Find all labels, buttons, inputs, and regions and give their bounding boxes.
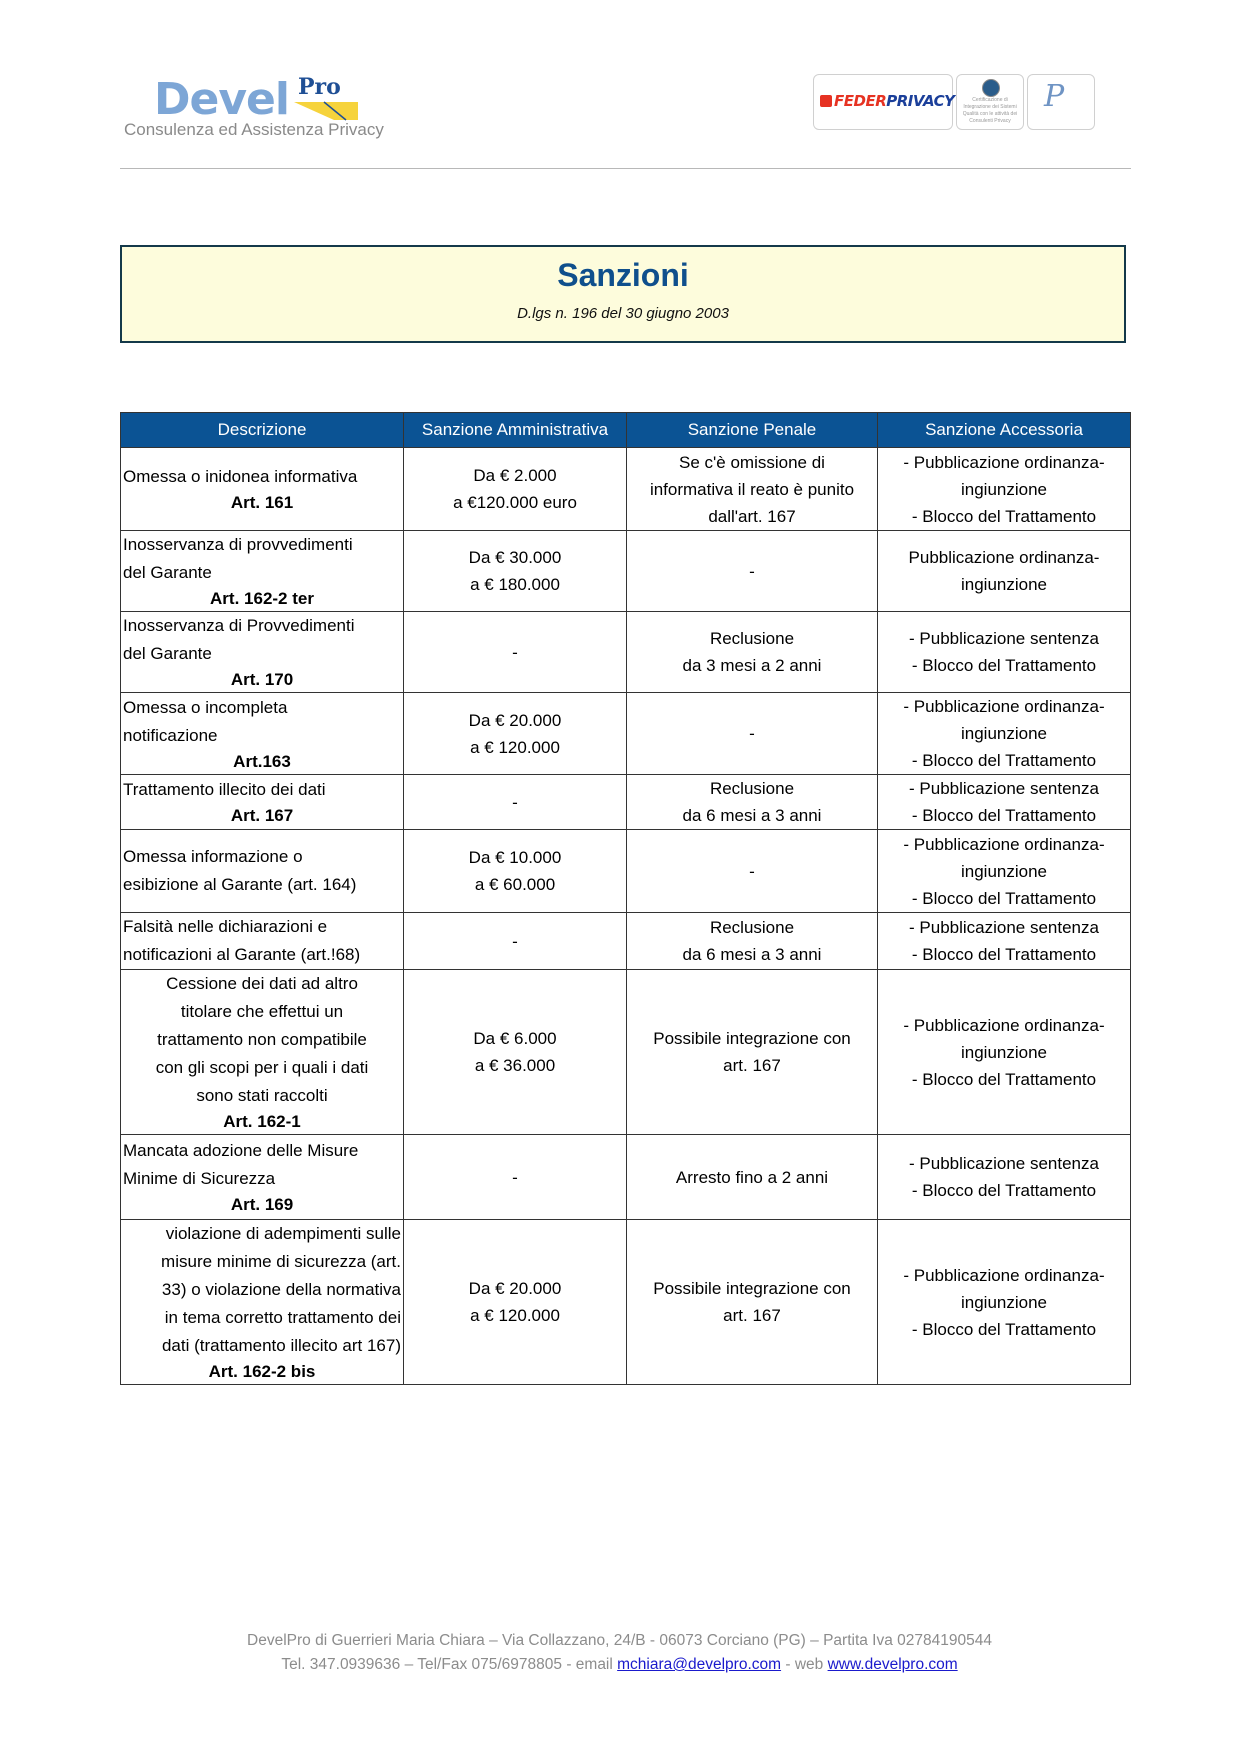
description-line: Inosservanza di provvedimenti	[123, 535, 353, 554]
cell-descrizione	[121, 913, 404, 970]
cell-penale	[627, 775, 878, 830]
cell-accessoria-line: - Blocco del Trattamento	[911, 656, 1097, 675]
description-line: notificazioni al Garante (art.!68)	[123, 945, 361, 964]
cell-accessoria-line: ingiunzione	[960, 575, 1047, 594]
header-divider	[120, 168, 1131, 169]
tuv-badge	[956, 74, 1024, 130]
cell-penale-line: -	[749, 861, 755, 881]
article-reference: Art. 162-2 ter	[210, 589, 314, 608]
article-reference: Art. 167	[230, 806, 294, 825]
cell-accessoria-line: - Pubblicazione sentenza	[909, 629, 1099, 648]
web-link[interactable]: www.develpro.com	[827, 1656, 958, 1673]
cell-accessoria-line: - Pubblicazione sentenza	[909, 1154, 1099, 1173]
cell-penale-line: Reclusione	[709, 629, 795, 648]
cell-accessoria	[878, 1135, 1131, 1220]
cell-penale-line: Possibile integrazione con	[653, 1279, 851, 1298]
cell-accessoria	[878, 448, 1131, 531]
certification-badges	[813, 74, 1093, 130]
cell-accessoria-line: - Blocco del Trattamento	[911, 806, 1097, 825]
cell-amministrativa-line: Da € 6.000	[473, 1029, 557, 1048]
cell-accessoria-line: - Blocco del Trattamento	[911, 945, 1097, 964]
page-subtitle: D.lgs n. 196 del 30 giugno 2003	[517, 305, 729, 322]
cell-penale-line: art. 167	[723, 1056, 781, 1075]
table-row	[121, 531, 1131, 612]
cell-accessoria-line: ingiunzione	[960, 861, 1047, 881]
cell-amministrativa-line: a € 180.000	[470, 575, 560, 594]
cell-penale-line: -	[749, 561, 755, 581]
cell-amministrativa	[404, 913, 627, 970]
cell-amministrativa	[404, 1135, 627, 1220]
cell-accessoria-line: ingiunzione	[960, 1042, 1047, 1062]
footer-address: DevelPro di Guerrieri Maria Chiara – Via Collazzano, 24/B - 06073 Corciano (PG) – Partita Iva 02784190544	[247, 1632, 992, 1649]
cell-amministrativa-line: a € 36.000	[474, 1056, 556, 1075]
sanctions-table	[120, 412, 1131, 1385]
cell-penale	[627, 612, 878, 693]
cell-accessoria-line: - Pubblicazione ordinanza-	[903, 452, 1105, 472]
description-line: con gli scopi per i quali i dati	[155, 1058, 369, 1077]
cell-amministrativa	[404, 531, 627, 612]
cell-penale-line: art. 167	[723, 1306, 781, 1325]
description-line: del Garante	[123, 563, 212, 582]
cell-amministrativa	[404, 612, 627, 693]
cell-accessoria-line: - Blocco del Trattamento	[911, 888, 1097, 908]
cell-amministrativa-line: Da € 20.000	[468, 710, 562, 730]
column-header-amministrativa: Sanzione Amministrativa	[404, 413, 627, 448]
table-row	[121, 775, 1131, 830]
column-header-accessoria: Sanzione Accessoria	[878, 413, 1131, 448]
cell-penale-line: informativa il reato è punito	[649, 479, 855, 499]
description-line: Omessa informazione o	[123, 847, 303, 866]
cell-amministrativa-line: Da € 2.000	[473, 466, 557, 485]
cell-descrizione	[121, 775, 404, 830]
cell-accessoria	[878, 693, 1131, 775]
article-reference: Art. 162-1	[223, 1112, 301, 1131]
cell-accessoria-line: - Pubblicazione ordinanza-	[903, 1265, 1105, 1285]
cell-penale	[627, 913, 878, 970]
cell-accessoria-line: - Pubblicazione ordinanza-	[903, 1015, 1105, 1035]
cell-accessoria	[878, 1220, 1131, 1385]
cell-amministrativa-line: a € 120.000	[470, 737, 560, 757]
cell-penale-line: Se c'è omissione di	[679, 452, 825, 472]
cell-accessoria-line: - Blocco del Trattamento	[911, 751, 1097, 770]
cell-descrizione	[121, 612, 404, 693]
footer-web-label: - web	[781, 1656, 828, 1673]
privacy-society-mark: P	[1044, 79, 1065, 114]
cell-amministrativa-line: a €120.000 euro	[453, 493, 577, 512]
cell-penale-line: da 6 mesi a 3 anni	[682, 806, 822, 825]
cell-amministrativa	[404, 1220, 627, 1385]
cell-penale	[627, 970, 878, 1135]
email-link[interactable]: mchiara@develpro.com	[617, 1656, 782, 1673]
cell-amministrativa-line: -	[512, 1167, 518, 1187]
cell-penale-line: Reclusione	[709, 918, 795, 937]
description-line: Omessa o incompleta	[123, 697, 288, 717]
cell-accessoria-line: - Blocco del Trattamento	[911, 1319, 1097, 1339]
cell-penale-line: Possibile integrazione con	[653, 1029, 851, 1048]
description-line: sono stati raccolti	[196, 1086, 328, 1105]
description-line: titolare che effettui un	[180, 1002, 344, 1021]
article-reference: Art.163	[233, 751, 291, 771]
article-reference: Art. 170	[230, 670, 294, 689]
article-reference: Art. 161	[230, 493, 294, 512]
description-line: Falsità nelle dichiarazioni e	[123, 917, 328, 936]
federprivacy-part2: PRIVACY	[886, 92, 955, 110]
description-line: violazione di adempimenti sulle	[165, 1224, 401, 1243]
logo-brand-sup: Pro	[298, 74, 341, 100]
cell-descrizione	[121, 830, 404, 913]
privacy-society-badge	[1027, 74, 1095, 130]
cell-accessoria-line: ingiunzione	[960, 724, 1047, 743]
column-header-descrizione: Descrizione	[121, 413, 404, 448]
article-reference: Art. 162-2 bis	[208, 1362, 316, 1381]
federprivacy-part1: FEDER	[834, 92, 887, 110]
lock-icon	[820, 95, 832, 107]
description-line: trattamento non compatibile	[157, 1030, 367, 1049]
page-title: Sanzioni	[557, 257, 689, 293]
description-line: in tema corretto trattamento dei	[164, 1308, 401, 1327]
table-row	[121, 1135, 1131, 1220]
cell-penale-line: da 6 mesi a 3 anni	[682, 945, 822, 964]
table-row	[121, 913, 1131, 970]
cell-descrizione	[121, 970, 404, 1135]
cell-amministrativa-line: Da € 10.000	[468, 848, 562, 867]
cell-accessoria-line: Pubblicazione ordinanza-	[908, 548, 1100, 567]
cell-descrizione	[121, 448, 404, 531]
cell-descrizione	[121, 1135, 404, 1220]
description-line: Cessione dei dati ad altro	[166, 974, 358, 993]
description-line: dati (trattamento illecito art 167)	[161, 1336, 401, 1355]
cell-accessoria	[878, 913, 1131, 970]
cell-accessoria	[878, 775, 1131, 830]
cell-accessoria	[878, 531, 1131, 612]
footer-phone: Tel. 347.0939636 – Tel/Fax 075/6978805 - email	[281, 1656, 618, 1673]
description-line: Inosservanza di Provvedimenti	[123, 616, 355, 635]
cell-descrizione	[121, 531, 404, 612]
description-line: Mancata adozione delle Misure	[123, 1141, 359, 1160]
table-row	[121, 830, 1131, 913]
tuv-badge-text: Certificazione di Integrazione dei Sistemi Qualità con le attività dei Consulenti Privacy	[962, 97, 1018, 124]
cell-penale-line: -	[749, 724, 755, 743]
cell-amministrativa-line: -	[512, 931, 518, 951]
description-line: notificazione	[123, 725, 218, 745]
cell-accessoria-line: - Blocco del Trattamento	[911, 506, 1097, 526]
cell-amministrativa-line: a € 60.000	[474, 875, 556, 894]
cell-penale-line: Arresto fino a 2 anni	[675, 1167, 829, 1187]
table-row	[121, 693, 1131, 775]
cell-accessoria-line: - Blocco del Trattamento	[911, 1069, 1097, 1089]
table-row	[121, 1220, 1131, 1385]
cell-accessoria-line: - Blocco del Trattamento	[911, 1181, 1097, 1200]
cell-amministrativa-line: a € 120.000	[470, 1306, 560, 1325]
description-line: esibizione al Garante (art. 164)	[123, 875, 357, 894]
cell-amministrativa	[404, 830, 627, 913]
table-row	[121, 612, 1131, 693]
table-row	[121, 448, 1131, 531]
cell-amministrativa-line: Da € 30.000	[468, 548, 562, 567]
cell-penale-line: da 3 mesi a 2 anni	[682, 656, 822, 675]
cell-penale	[627, 693, 878, 775]
cell-penale	[627, 531, 878, 612]
cell-descrizione	[121, 693, 404, 775]
cell-amministrativa	[404, 448, 627, 531]
cell-accessoria-line: - Pubblicazione sentenza	[909, 779, 1099, 798]
cell-accessoria	[878, 970, 1131, 1135]
federprivacy-badge	[813, 74, 953, 130]
column-header-penale: Sanzione Penale	[627, 413, 878, 448]
cell-accessoria-line: ingiunzione	[960, 1292, 1047, 1312]
cell-accessoria-line: ingiunzione	[960, 479, 1047, 499]
cell-penale-line: dall'art. 167	[708, 506, 796, 526]
cell-amministrativa	[404, 970, 627, 1135]
table-row	[121, 970, 1131, 1135]
description-line: misure minime di sicurezza (art.	[161, 1252, 401, 1271]
cell-amministrativa	[404, 775, 627, 830]
tuv-seal-icon	[982, 79, 1000, 97]
logo-tagline: Consulenza ed Assistenza Privacy	[124, 120, 384, 139]
cell-penale	[627, 448, 878, 531]
cell-descrizione	[121, 1220, 404, 1385]
cell-accessoria	[878, 830, 1131, 913]
cell-penale	[627, 1220, 878, 1385]
title-box	[120, 245, 1126, 343]
footer-contacts	[0, 1656, 1239, 1674]
cell-amministrativa	[404, 693, 627, 775]
description-line: Omessa o inidonea informativa	[123, 467, 358, 486]
cell-amministrativa-line: -	[512, 792, 518, 812]
cell-amministrativa-line: -	[512, 642, 518, 662]
cell-penale-line: Reclusione	[709, 779, 795, 798]
cell-penale	[627, 1135, 878, 1220]
logo-swoosh-icon	[294, 100, 358, 122]
description-line: 33) o violazione della normativa	[161, 1280, 401, 1299]
description-line: Trattamento illecito dei dati	[123, 780, 326, 799]
article-reference: Art. 169	[230, 1195, 294, 1214]
cell-amministrativa-line: Da € 20.000	[468, 1279, 562, 1298]
cell-accessoria-line: - Pubblicazione sentenza	[909, 918, 1099, 937]
description-line: del Garante	[123, 644, 212, 663]
cell-penale	[627, 830, 878, 913]
develpro-logo	[122, 76, 402, 146]
cell-accessoria-line: - Pubblicazione ordinanza-	[903, 697, 1105, 716]
table-header-row	[121, 413, 1131, 448]
cell-accessoria	[878, 612, 1131, 693]
logo-brand-main: Devel	[154, 74, 289, 125]
cell-accessoria-line: - Pubblicazione ordinanza-	[903, 834, 1105, 854]
description-line: Minime di Sicurezza	[123, 1169, 276, 1188]
